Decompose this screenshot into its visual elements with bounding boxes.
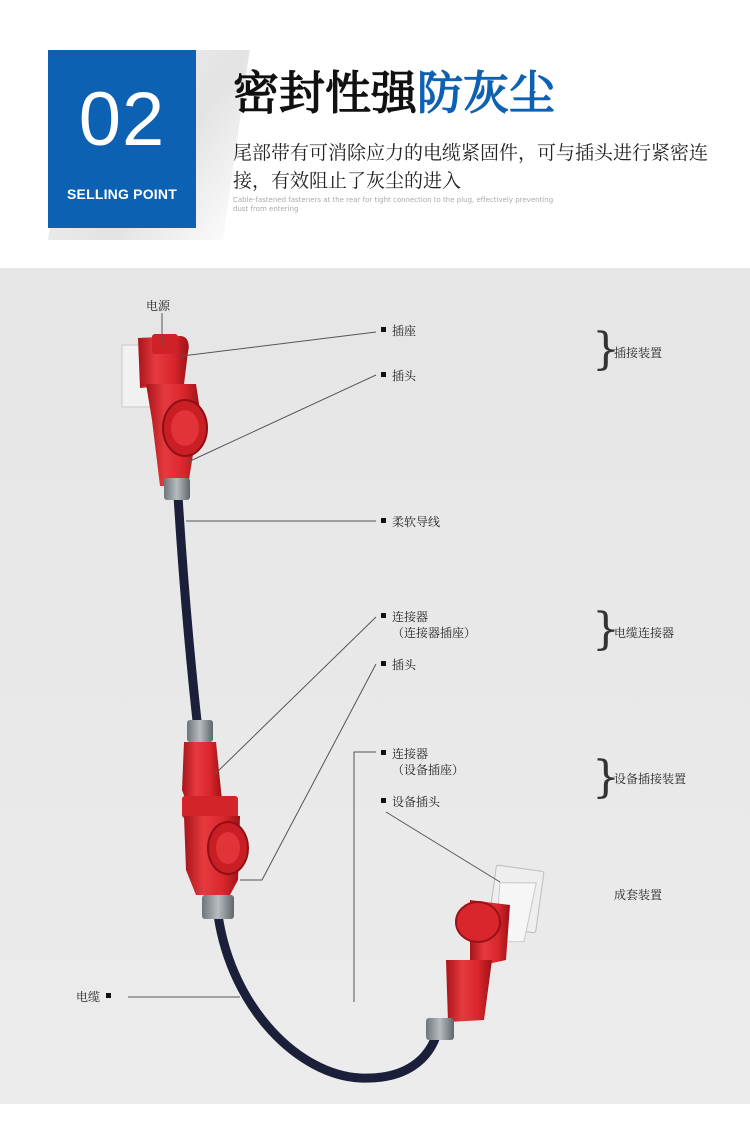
middle-connector-assembly: [182, 720, 248, 919]
label-plug-1-text: 插头: [392, 369, 417, 383]
badge-label: SELLING POINT: [67, 186, 177, 202]
bullet-square: [381, 661, 386, 666]
bullet-square: [381, 327, 386, 332]
title-part-black: 密封性强: [233, 66, 417, 120]
label-connector-1-text: 连接器: [392, 610, 429, 624]
label-cable-text: 电缆: [76, 990, 101, 1004]
label-plug-2: [381, 657, 416, 673]
bullet-square: [381, 613, 386, 618]
label-connector-2-sub: （设备插座）: [392, 763, 465, 777]
label-connector-2: [381, 746, 428, 762]
label-flexible-wire: [381, 514, 440, 530]
label-group-plug-device: 插接装置: [614, 346, 663, 360]
label-socket-text: 插座: [392, 324, 417, 338]
label-connector-2-text: 连接器: [392, 747, 429, 761]
badge-number: 02: [78, 77, 166, 162]
brace-group-3: }: [592, 752, 620, 803]
label-plug-2-text: 插头: [392, 658, 417, 672]
label-plug-1: [381, 368, 416, 384]
description: 尾部带有可消除应力的电缆紧固件，可与插头进行紧密连接，有效阻止了灰尘的进入: [233, 142, 709, 192]
label-device-plug: [381, 794, 440, 810]
bullet-square: [381, 372, 386, 377]
label-connector-1-sub: （连接器插座）: [392, 626, 477, 640]
label-power: 电源: [146, 299, 171, 313]
flexible-wire-cable: [178, 496, 198, 730]
label-flexible-wire-text: 柔软导线: [392, 515, 441, 529]
label-socket: [381, 323, 416, 339]
brace-group-1: }: [592, 324, 620, 375]
label-device-plug-text: 设备插头: [392, 795, 441, 809]
label-group-cable-connector: 电缆连接器: [614, 626, 675, 640]
top-socket-assembly: [122, 334, 207, 500]
brace-group-2: }: [592, 604, 620, 655]
bottom-device-assembly: [426, 865, 544, 1040]
bullet-square: [381, 750, 386, 755]
bullet-square: [381, 798, 386, 803]
description-english: Cable-fastened fasteners at the rear for tight connection to the plug, effectively preventing dust from entering: [233, 196, 554, 213]
main-cable: [218, 915, 438, 1078]
bullet-square: [106, 993, 111, 998]
label-group-complete-set: 成套装置: [614, 888, 663, 902]
label-cable: [76, 989, 111, 1005]
label-group-device-plug-device: 设备插接装置: [614, 772, 687, 786]
label-connector-1: [381, 609, 428, 625]
title-part-blue: 防灰尘: [417, 66, 555, 120]
bullet-square: [381, 518, 386, 523]
